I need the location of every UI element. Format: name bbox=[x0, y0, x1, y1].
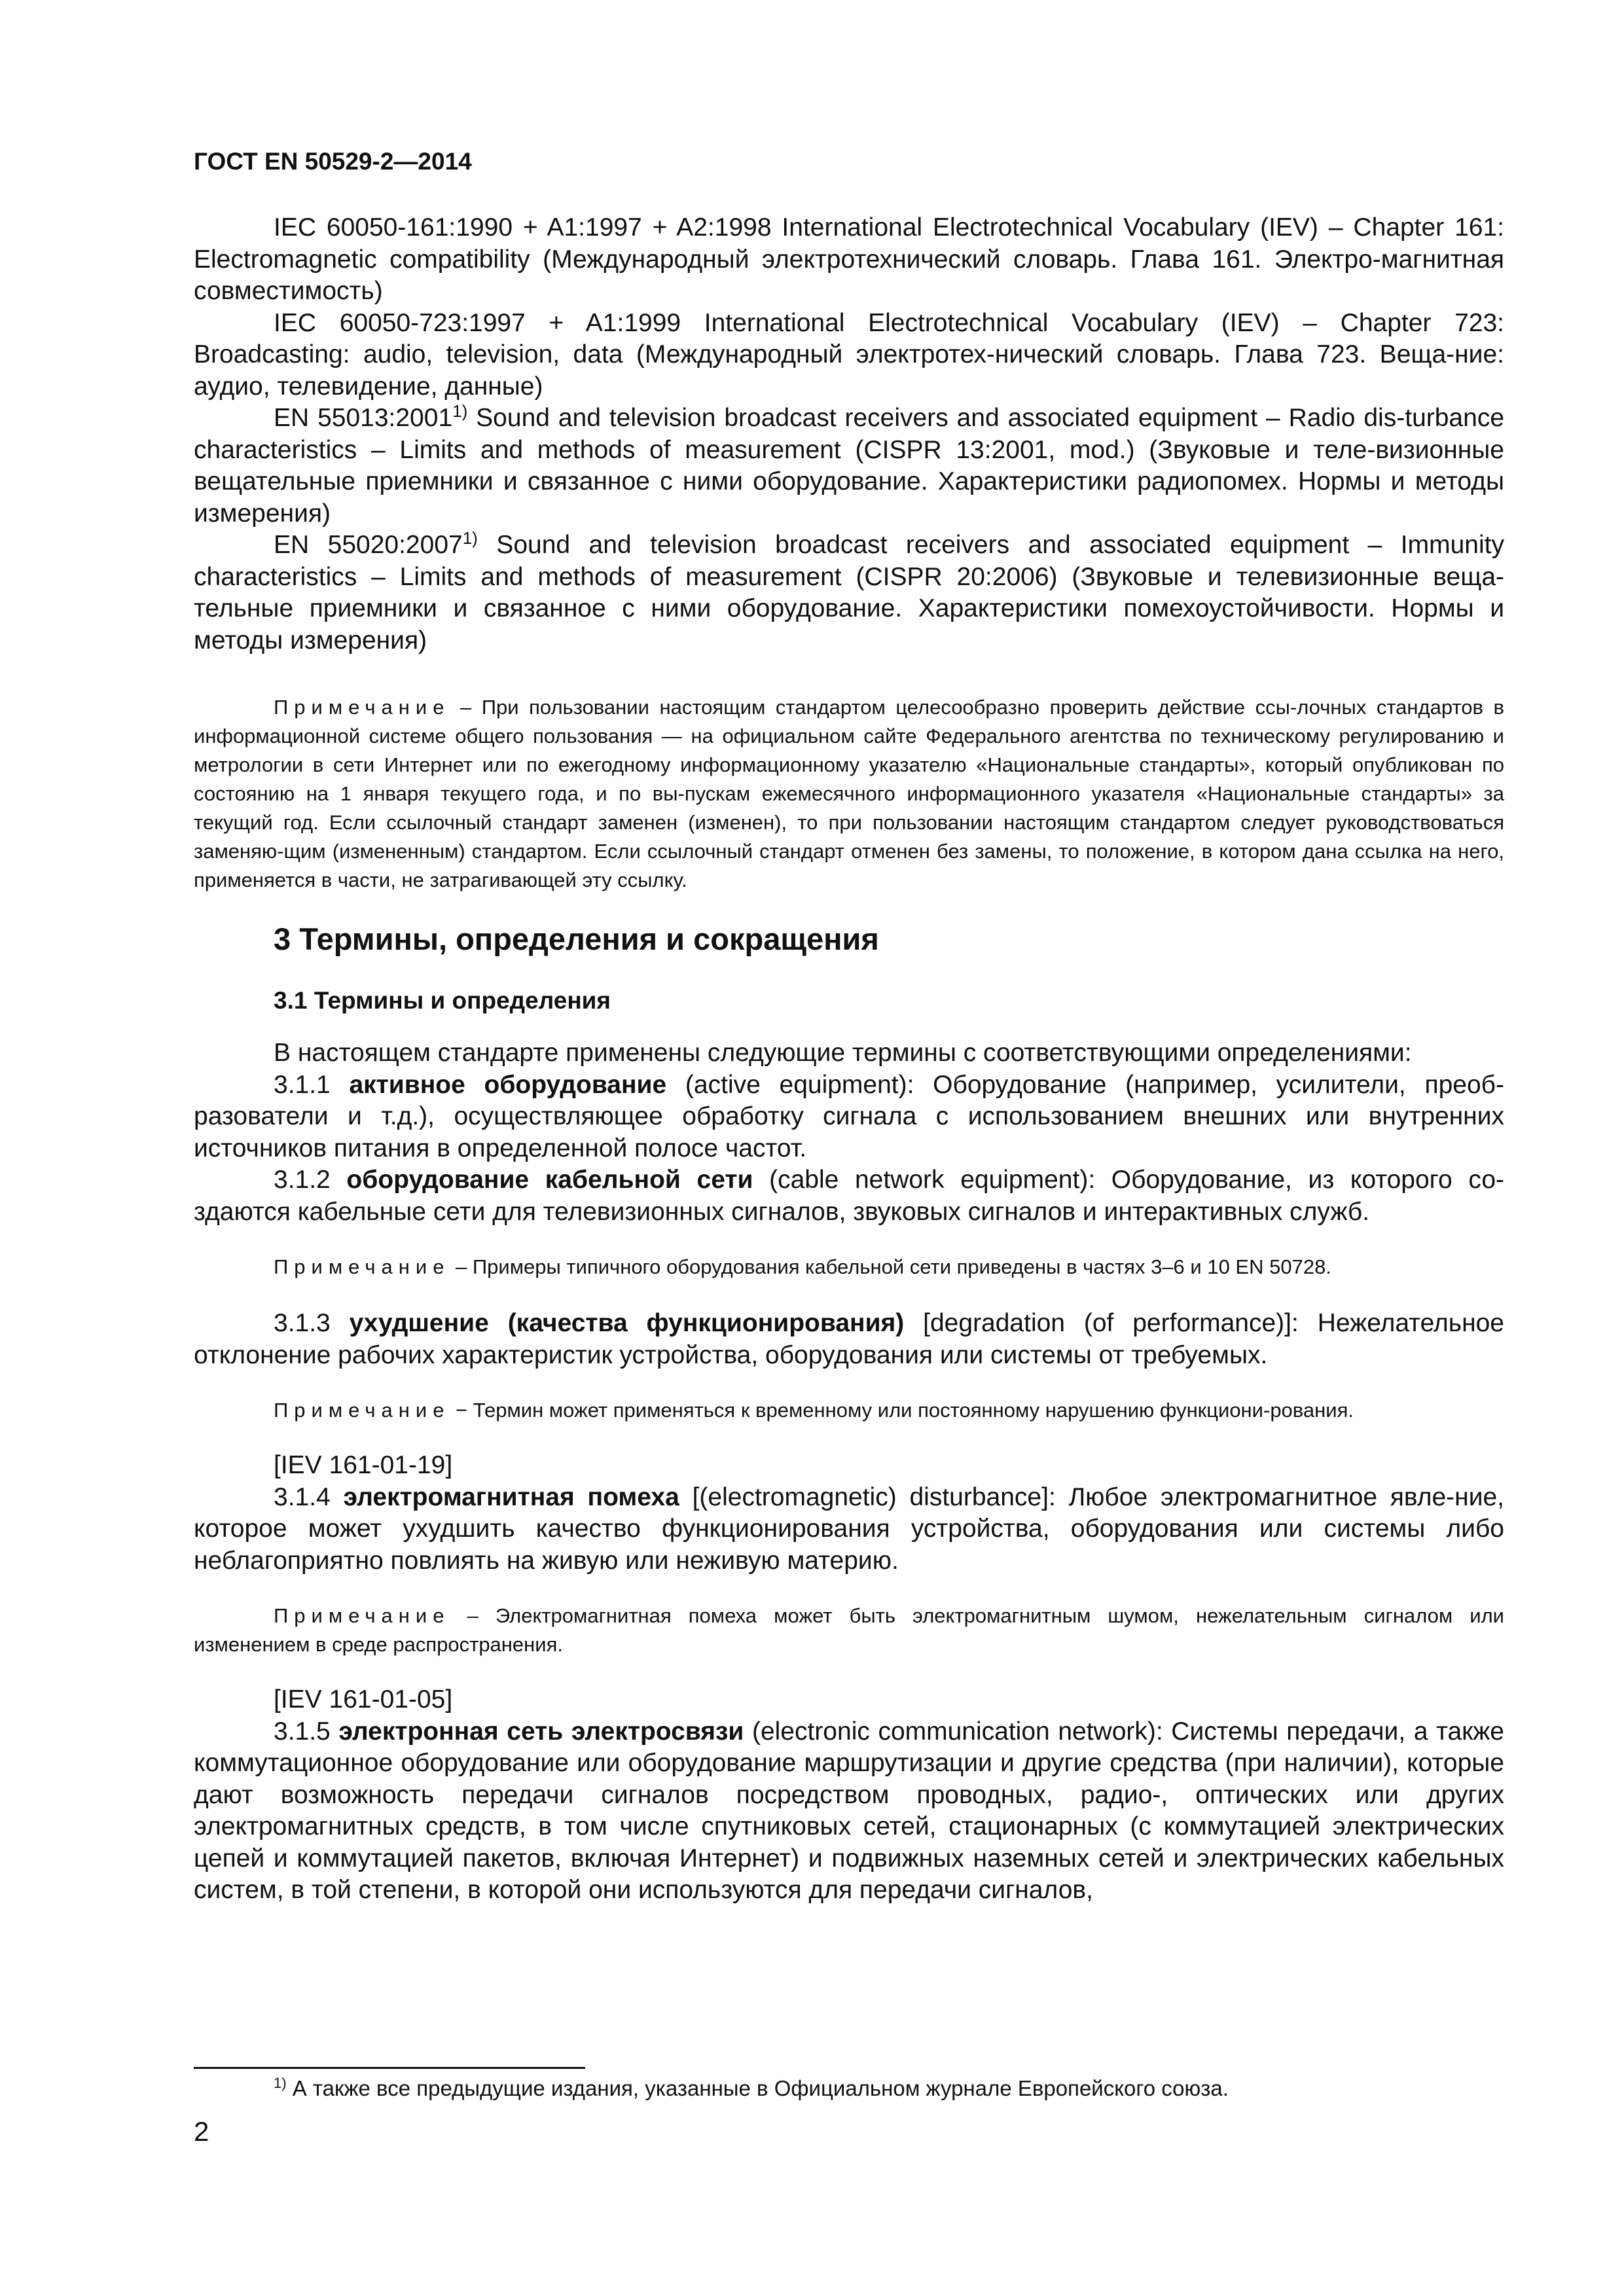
normative-references bbox=[194, 212, 1504, 656]
term-name: ухудшение (качества функционирования) bbox=[349, 1309, 905, 1337]
subsection-title: 3.1 Термины и определения bbox=[274, 987, 611, 1014]
footnote-marker: 1) bbox=[462, 528, 478, 548]
term-name: оборудование кабельной сети bbox=[346, 1166, 753, 1194]
note-label: Примечание bbox=[274, 1604, 450, 1627]
term-name: электромагнитная помеха bbox=[343, 1482, 679, 1511]
term-3-1-5: 3.1.5 электронная сеть электросвязи (electronic communication network): Системы передачи, а также коммутационное оборудование или оборудование маршрутизации и другие средства (при наличии), которые дают возможность передачи сигналов посредством проводных, радио-, оптических или других электромагнитных средств, в том числе спутниковых сетей, стационарных (с коммутацией электрических цепей и коммутацией пакетов, включая Интернет) и подвижных наземных сетей и электрических кабельных систем, в той степени, в которой они используются для передачи сигналов, bbox=[194, 1717, 1504, 1904]
iev-reference: [IEV 161-01-05] bbox=[274, 1685, 453, 1713]
reference-item: IEC 60050-723:1997 + A1:1999 International Electrotechnical Vocabulary (IEV) – Chapter 723: Broadcasting: audio, television, data (Международный электротех-нический словарь. Глава 723. Веща-ние: аудио, телевидение, данные) bbox=[194, 308, 1504, 401]
term-name: электронная сеть электросвязи bbox=[338, 1717, 744, 1746]
page-content bbox=[194, 145, 1504, 1907]
note-label: Примечание bbox=[274, 1255, 450, 1278]
term-3-1-4: 3.1.4 электромагнитная помеха [(electromagnetic) disturbance]: Любое электромагнитное явле-ние, которое может ухудшить качество функционирования устройства, оборудования или системы либо неблагоприятно повлиять на живую или неживую материю. bbox=[194, 1482, 1505, 1575]
footnote-marker: 1) bbox=[452, 401, 468, 421]
reference-item: IEC 60050-161:1990 + A1:1997 + A2:1998 International Electrotechnical Vocabulary (IEV) – Chapter 161: Electromagnetic compatibility (Международный электротехнический словарь. Глава 161. Электро-магнитная совместимость) bbox=[194, 213, 1504, 305]
note-label: Примечание bbox=[274, 1399, 450, 1422]
term-name: активное оборудование bbox=[349, 1070, 667, 1099]
footnote-mark: 1) bbox=[274, 2075, 287, 2091]
footnote: $^{1)}$ А также все предыдущие издания, указанные в Официальном журнале Европейского союза. bbox=[274, 2075, 1229, 2100]
note-3-1-4: Примечание – Электромагнитная помеха может быть электромагнитным шумом, нежелательным сигналом или изменением в среде распространения. bbox=[194, 1604, 1504, 1656]
document-header: ГОСТ EN 50529-2—2014 bbox=[194, 148, 472, 175]
term-3-1-3: 3.1.3 ухудшение (качества функционирования) [degradation (of performance)]: Нежелательное отклонение рабочих характеристик устройства, оборудования или системы от требуемых. bbox=[194, 1309, 1504, 1369]
term-3-1-1: 3.1.1 активное оборудование (active equipment): Оборудование (например, усилители, преоб-разователи и т.д.), осуществляющее обработку сигнала с использованием внешних или внутренних источников питания в определенной полосе частот. bbox=[194, 1070, 1504, 1162]
section-title: 3 Термины, определения и сокращения bbox=[274, 922, 879, 956]
note-references: Примечание – При пользовании настоящим стандартом целесообразно проверить действие ссы-лочных стандартов в информационной системе общего пользования — на официальном сайте Федерального агентства по техническому регулированию и метрологии в сети Интернет или по ежегодному информационному указателю «Национальные стандарты», который опубликован по состоянию на 1 января текущего года, и по вы-пускам ежемесячного информационного указателя «Национальные стандарты» за текущий год. Если ссылочный стандарт заменен (изменен), то при пользовании настоящим стандартом следует руководствоваться заменяю-щим (измененным) стандартом. Если ссылочный стандарт отменен без замены, то положение, в котором дана ссылка на него, применяется в части, не затрагивающей эту ссылку. bbox=[194, 696, 1504, 891]
note-label: Примечание bbox=[274, 696, 450, 719]
reference-item: EN 55013:2001$^{1)}$ Sound and television broadcast receivers and associated equipment – Radio dis-turbance characteristics – Limits and methods of measurement (CISPR 13:2001, mod.) (Звуковые и теле-визионные вещательные приемники и связанное с ними оборудование. Характеристики радиопомех. Нормы и методы измерения) bbox=[194, 401, 1505, 528]
note-3-1-3: Примечание − Термин может применяться к временному или постоянному нарушению функциони-рования. bbox=[274, 1399, 1354, 1422]
reference-item: EN 55020:2007$^{1)}$ Sound and television broadcast receivers and associated equipment – Immunity characteristics – Limits and methods of measurement (CISPR 20:2006) (Звуковые и телевизионные веща-тельные приемники и связанное с ними оборудование. Характеристики помехоустойчивости. Нормы и методы измерения) bbox=[194, 528, 1504, 655]
footnote-divider bbox=[194, 2067, 585, 2069]
page-number: 2 bbox=[194, 2116, 209, 2147]
note-3-1-2: Примечание – Примеры типичного оборудования кабельной сети приведены в частях 3–6 и 10 EN 50728. bbox=[274, 1255, 1331, 1278]
intro-paragraph: В настоящем стандарте применены следующие термины с соответствующими определениями: bbox=[274, 1039, 1412, 1067]
term-3-1-2: 3.1.2 оборудование кабельной сети (cable network equipment): Оборудование, из которого со-здаются кабельные сети для телевизионных сигналов, звуковых сигналов и интерактивных служб. bbox=[194, 1166, 1505, 1226]
iev-reference: [IEV 161-01-19] bbox=[274, 1451, 453, 1479]
terms-block bbox=[194, 1037, 1504, 1228]
